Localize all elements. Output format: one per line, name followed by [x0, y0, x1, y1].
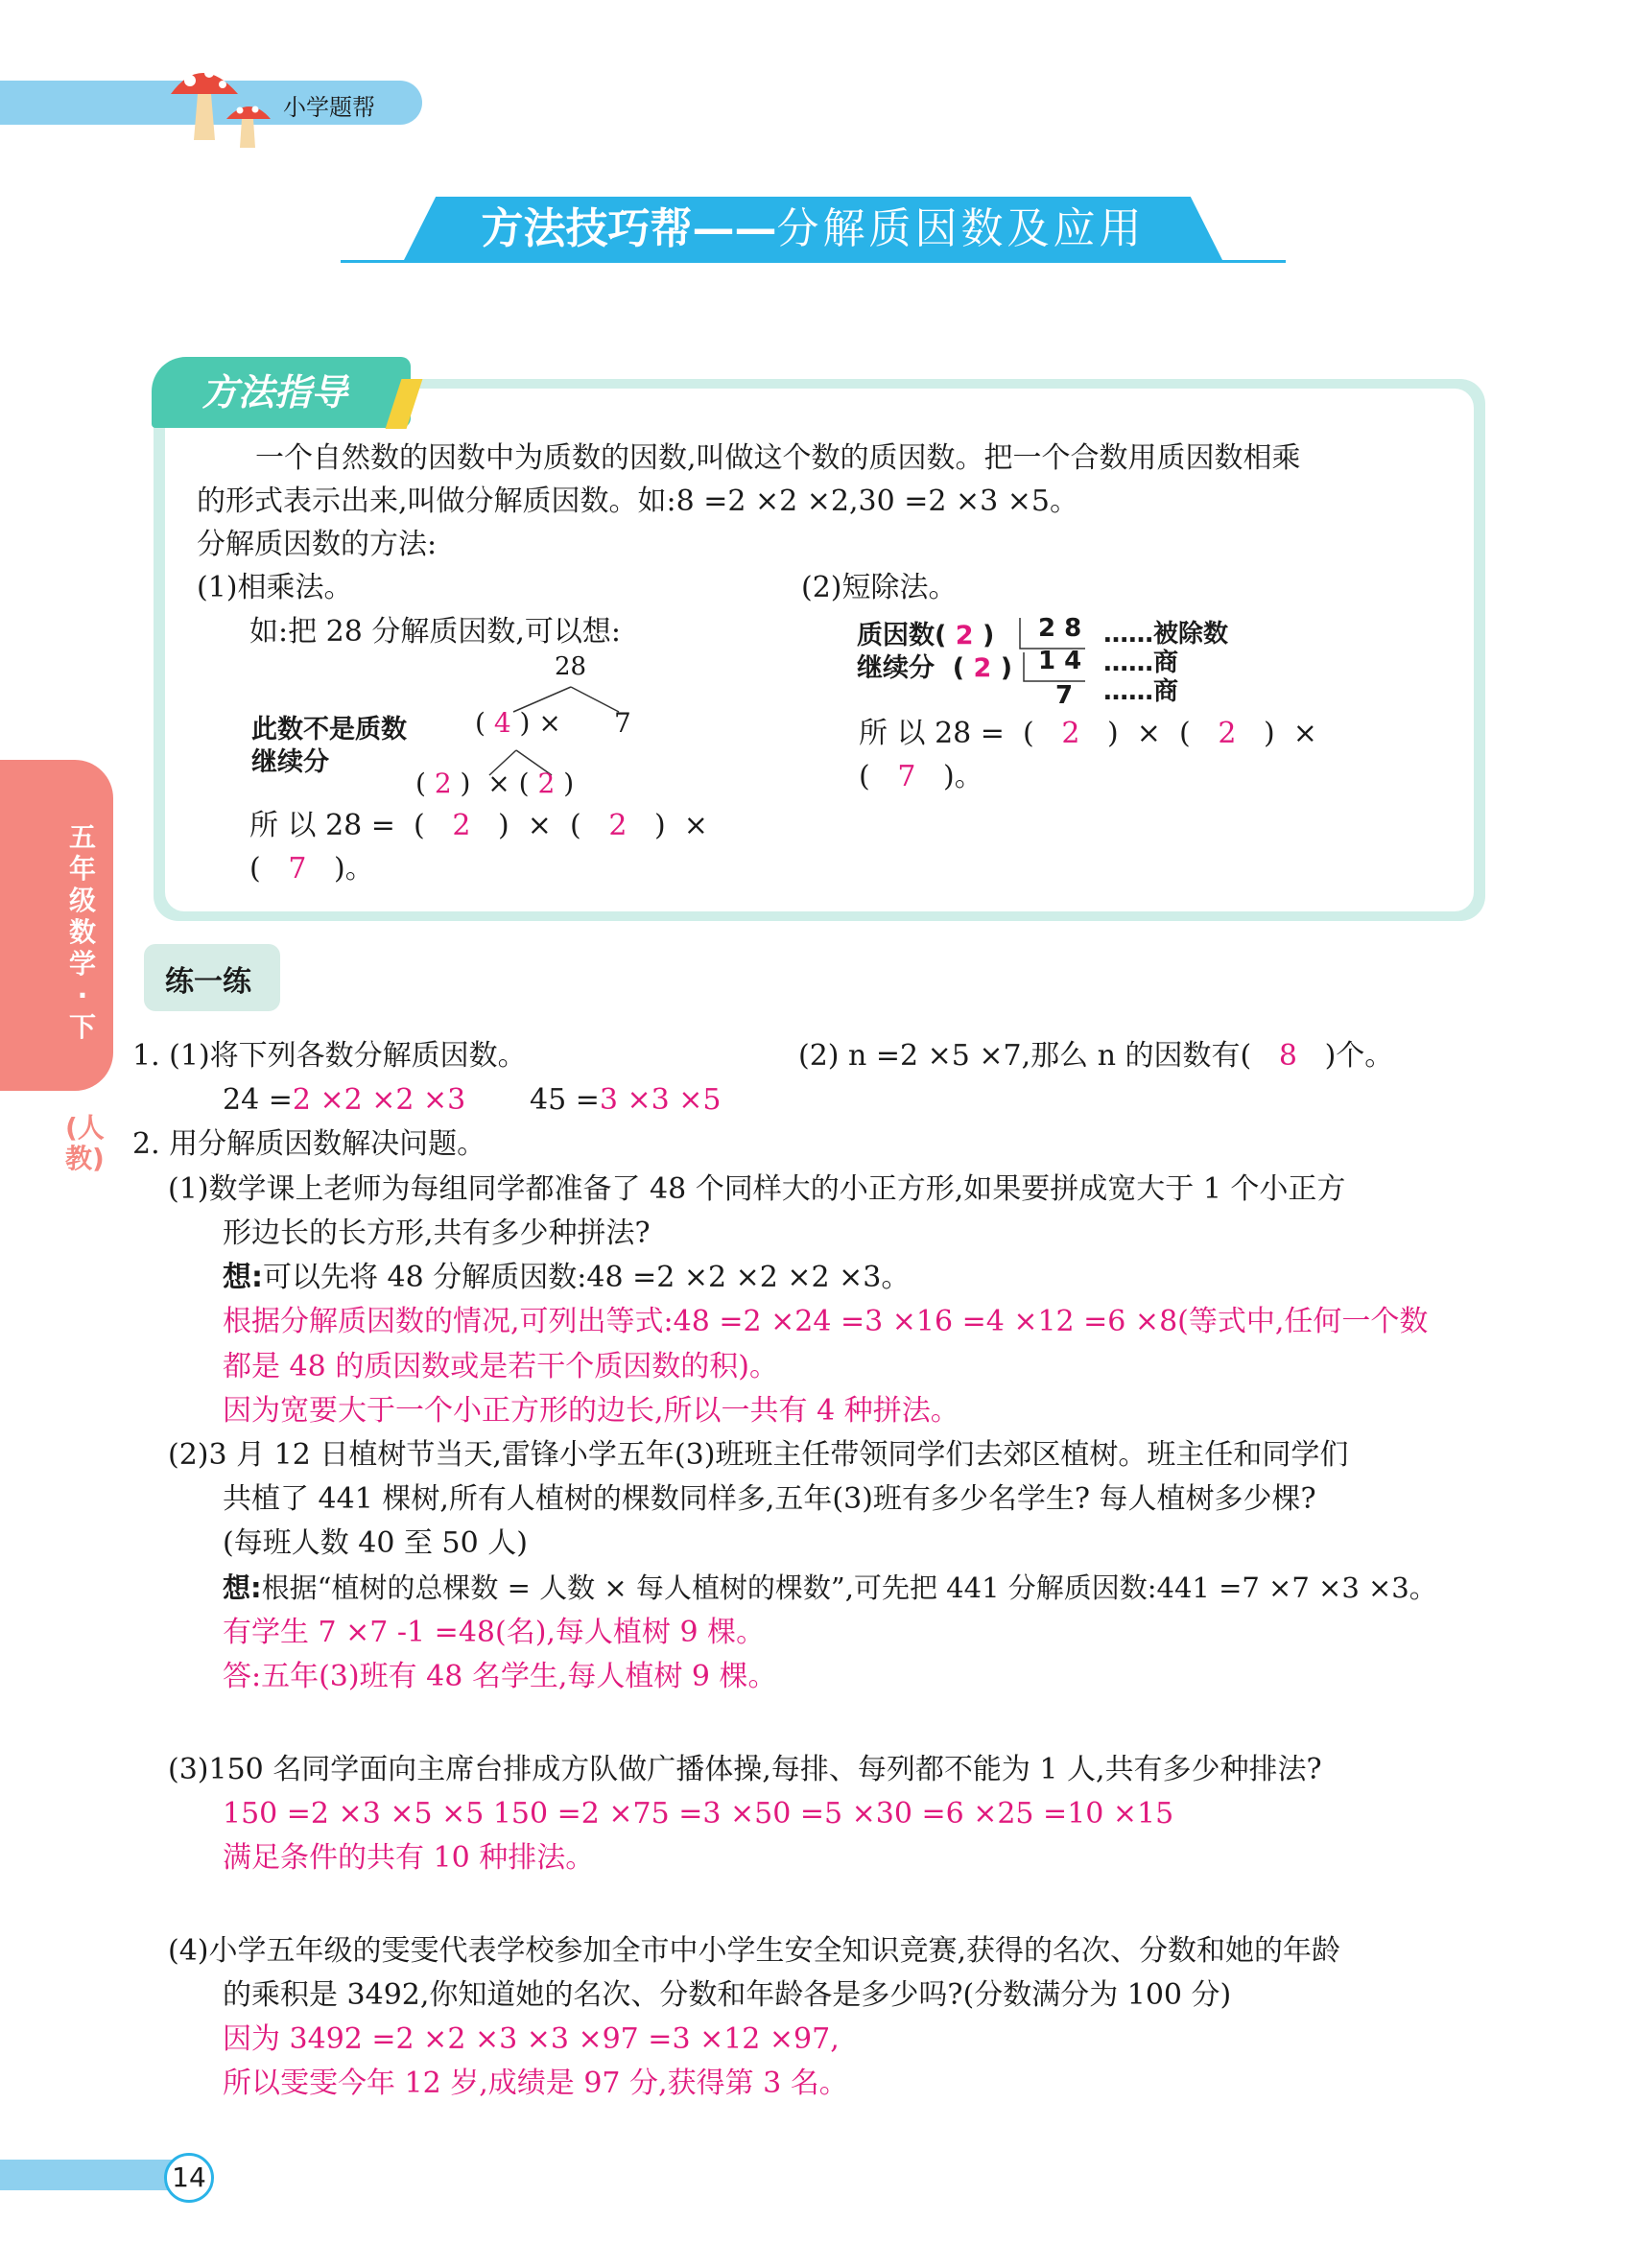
title-sub: 分解质因数及应用	[776, 204, 1146, 253]
practice-tab-label: 练一练	[165, 965, 251, 999]
method1-example: 如:把 28 分解质因数,可以想:	[249, 615, 621, 649]
title-main: 方法技巧帮	[481, 204, 693, 253]
brand-label: 小学题帮	[283, 94, 375, 121]
page-number: 14	[164, 2153, 214, 2203]
q2-p4-line1: (4)小学五年级的雯雯代表学校参加全市中小学生安全知识竞赛,获得的名次、分数和她的年龄	[168, 1934, 1341, 1968]
q1-a-label: 24 =	[223, 1083, 293, 1117]
q2-p1-answer2: 都是 48 的质因数或是若干个质因数的积)。	[223, 1350, 778, 1383]
q2-p3-line1: (3)150 名同学面向主席台排成方队做广播体操,每排、每列都不能为 1 人,共有多少种排法?	[168, 1753, 1322, 1786]
method1-result-b: 2	[608, 809, 628, 842]
method2-heading: (2)短除法。	[801, 571, 958, 604]
side-tab-edition: (人教)	[65, 1112, 105, 1174]
tree-times: ×	[538, 707, 561, 739]
short-division-label2-text: 继续分	[857, 653, 935, 683]
q1-part2	[798, 1034, 1393, 1078]
tree-level1-left: ( 4 ) ×	[475, 707, 561, 739]
q2-p2-hint-label: 想:	[223, 1571, 262, 1604]
page-title	[403, 197, 1223, 262]
tree-answer-b2: 2	[537, 768, 556, 799]
method1-result-c: 7	[288, 852, 307, 886]
method1-heading: (1)相乘法。	[197, 571, 353, 604]
short-division-note1: ……被除数	[1103, 620, 1229, 649]
short-division-divisor1: 2	[955, 621, 974, 650]
q1-b-label: 45 =	[530, 1083, 600, 1117]
q2-p2-answer2: 答:五年(3)班有 48 名学生,每人植树 9 棵。	[223, 1660, 777, 1693]
method2-result-prefix: 所 以 28 =	[859, 717, 1005, 750]
title-dash: ——	[692, 204, 777, 253]
method-intro-line2: 的形式表示出来,叫做分解质因数。如:8 =2 ×2 ×2,30 =2 ×3 ×5。	[197, 484, 1078, 518]
q2-p2-hint-text: 根据“植树的总棵数 = 人数 × 每人植树的棵数”,可先把 441 分解质因数:441 =7 ×7 ×3 ×3。	[261, 1571, 1437, 1604]
method-tag-label: 方法指导	[201, 371, 348, 413]
q1-part2-after: )个。	[1324, 1039, 1394, 1073]
side-tab-title: 五年级数学·下	[68, 821, 96, 1043]
q2-p1-line1: (1)数学课上老师为每组同学都准备了 48 个同样大的小正方形,如果要拼成宽大于 1 个小正方	[168, 1172, 1346, 1206]
q2-p2-line2: 共植了 441 棵树,所有人植树的棵数同样多,五年(3)班有多少名学生? 每人植树多少棵?	[223, 1482, 1316, 1516]
tree-note-line2: 继续分	[251, 747, 329, 777]
short-division-number1: 2 8	[1038, 614, 1082, 643]
q2-p1-line2: 形边长的长方形,共有多少种拼法?	[223, 1217, 651, 1250]
q2-p3-answer1: 150 =2 ×3 ×5 ×5 150 =2 ×75 =3 ×50 =5 ×30 =6 ×25 =10 ×15	[223, 1797, 1174, 1831]
q1-answers	[223, 1078, 721, 1122]
mushroom-icon	[163, 56, 288, 152]
method1-result-line1: 所 以 28 = ( 2 ) × ( 2 ) ×	[249, 809, 708, 842]
short-division-divisor2: 2	[973, 653, 992, 683]
tree-answer-b1: 2	[434, 768, 452, 799]
method1-result-prefix: 所 以 28 =	[249, 809, 395, 842]
q2-p3-answer2: 满足条件的共有 10 种排法。	[223, 1841, 595, 1875]
q2-p1-hint-text: 可以先将 48 分解质因数:48 =2 ×2 ×2 ×2 ×3。	[263, 1261, 911, 1294]
q1-part2-before: (2) n =2 ×5 ×7,那么 n 的因数有(	[798, 1039, 1252, 1073]
q2-p1-hint-label: 想:	[223, 1261, 263, 1294]
method1-result-line2: ( 7 )。	[249, 852, 374, 886]
method2-result-line2: ( 7 )。	[859, 760, 983, 793]
method2-result-b: 2	[1218, 717, 1237, 750]
tree-level1-right: 7	[614, 707, 631, 739]
q1-b-value: 3 ×3 ×5	[599, 1083, 722, 1117]
method1-result-a: 2	[452, 809, 471, 842]
q2-p4-answer1: 因为 3492 =2 ×2 ×3 ×3 ×97 =3 ×12 ×97,	[223, 2022, 840, 2056]
short-division-note3: ……商	[1103, 677, 1179, 706]
q2-p2-answer1: 有学生 7 ×7 -1 =48(名),每人植树 9 棵。	[223, 1616, 766, 1649]
q2-prompt: 2. 用分解质因数解决问题。	[132, 1127, 486, 1161]
method2-result-a: 2	[1061, 717, 1080, 750]
tree-answer-a: 4	[493, 707, 511, 739]
short-division-number2: 1 4	[1038, 647, 1082, 675]
short-division-number3: 7	[1055, 681, 1074, 710]
method-intro-line1: 一个自然数的因数中为质数的因数,叫做这个数的质因数。把一个合数用质因数相乘	[255, 441, 1301, 475]
method2-result-c: 7	[897, 760, 916, 793]
tree-level2: ( 2 ) × ( 2 )	[415, 768, 575, 799]
q2-p4-answer2: 所以雯雯今年 12 岁,成绩是 97 分,获得第 3 名。	[223, 2067, 848, 2100]
short-division-note2: ……商	[1103, 649, 1179, 677]
q2-p2-line1: (2)3 月 12 日植树节当天,雷锋小学五年(3)班班主任带领同学们去郊区植树。班主任和同学们	[168, 1438, 1349, 1472]
short-division-label1: 质因数( 2 )	[857, 621, 995, 650]
tree-note-line1: 此数不是质数	[251, 715, 407, 744]
q2-p4-line2: 的乘积是 3492,你知道她的名次、分数和年龄各是多少吗?(分数满分为 100 分)	[223, 1978, 1232, 2012]
q2-p1-hint	[223, 1256, 910, 1300]
q2-p2-hint	[223, 1566, 1437, 1610]
short-division-label2: 继续分 ( 2 )	[857, 653, 1013, 683]
tree-root: 28	[555, 652, 587, 681]
q2-p1-answer1: 根据分解质因数的情况,可列出等式:48 =2 ×24 =3 ×16 =4 ×12 =6 ×8(等式中,任何一个数	[223, 1305, 1429, 1338]
method2-result-line1: 所 以 28 = ( 2 ) × ( 2 ) ×	[859, 717, 1317, 750]
short-division-label1-text: 质因数(	[857, 621, 947, 650]
q2-p1-answer3: 因为宽要大于一个小正方形的边长,所以一共有 4 种拼法。	[223, 1394, 959, 1428]
q2-p2-line3: (每班人数 40 至 50 人)	[223, 1526, 528, 1560]
q1-prompt: 1. (1)将下列各数分解质因数。	[132, 1039, 527, 1073]
methods-heading: 分解质因数的方法:	[197, 528, 438, 561]
q1-part2-answer: 8	[1278, 1039, 1297, 1073]
q1-a-value: 2 ×2 ×2 ×3	[292, 1083, 466, 1117]
